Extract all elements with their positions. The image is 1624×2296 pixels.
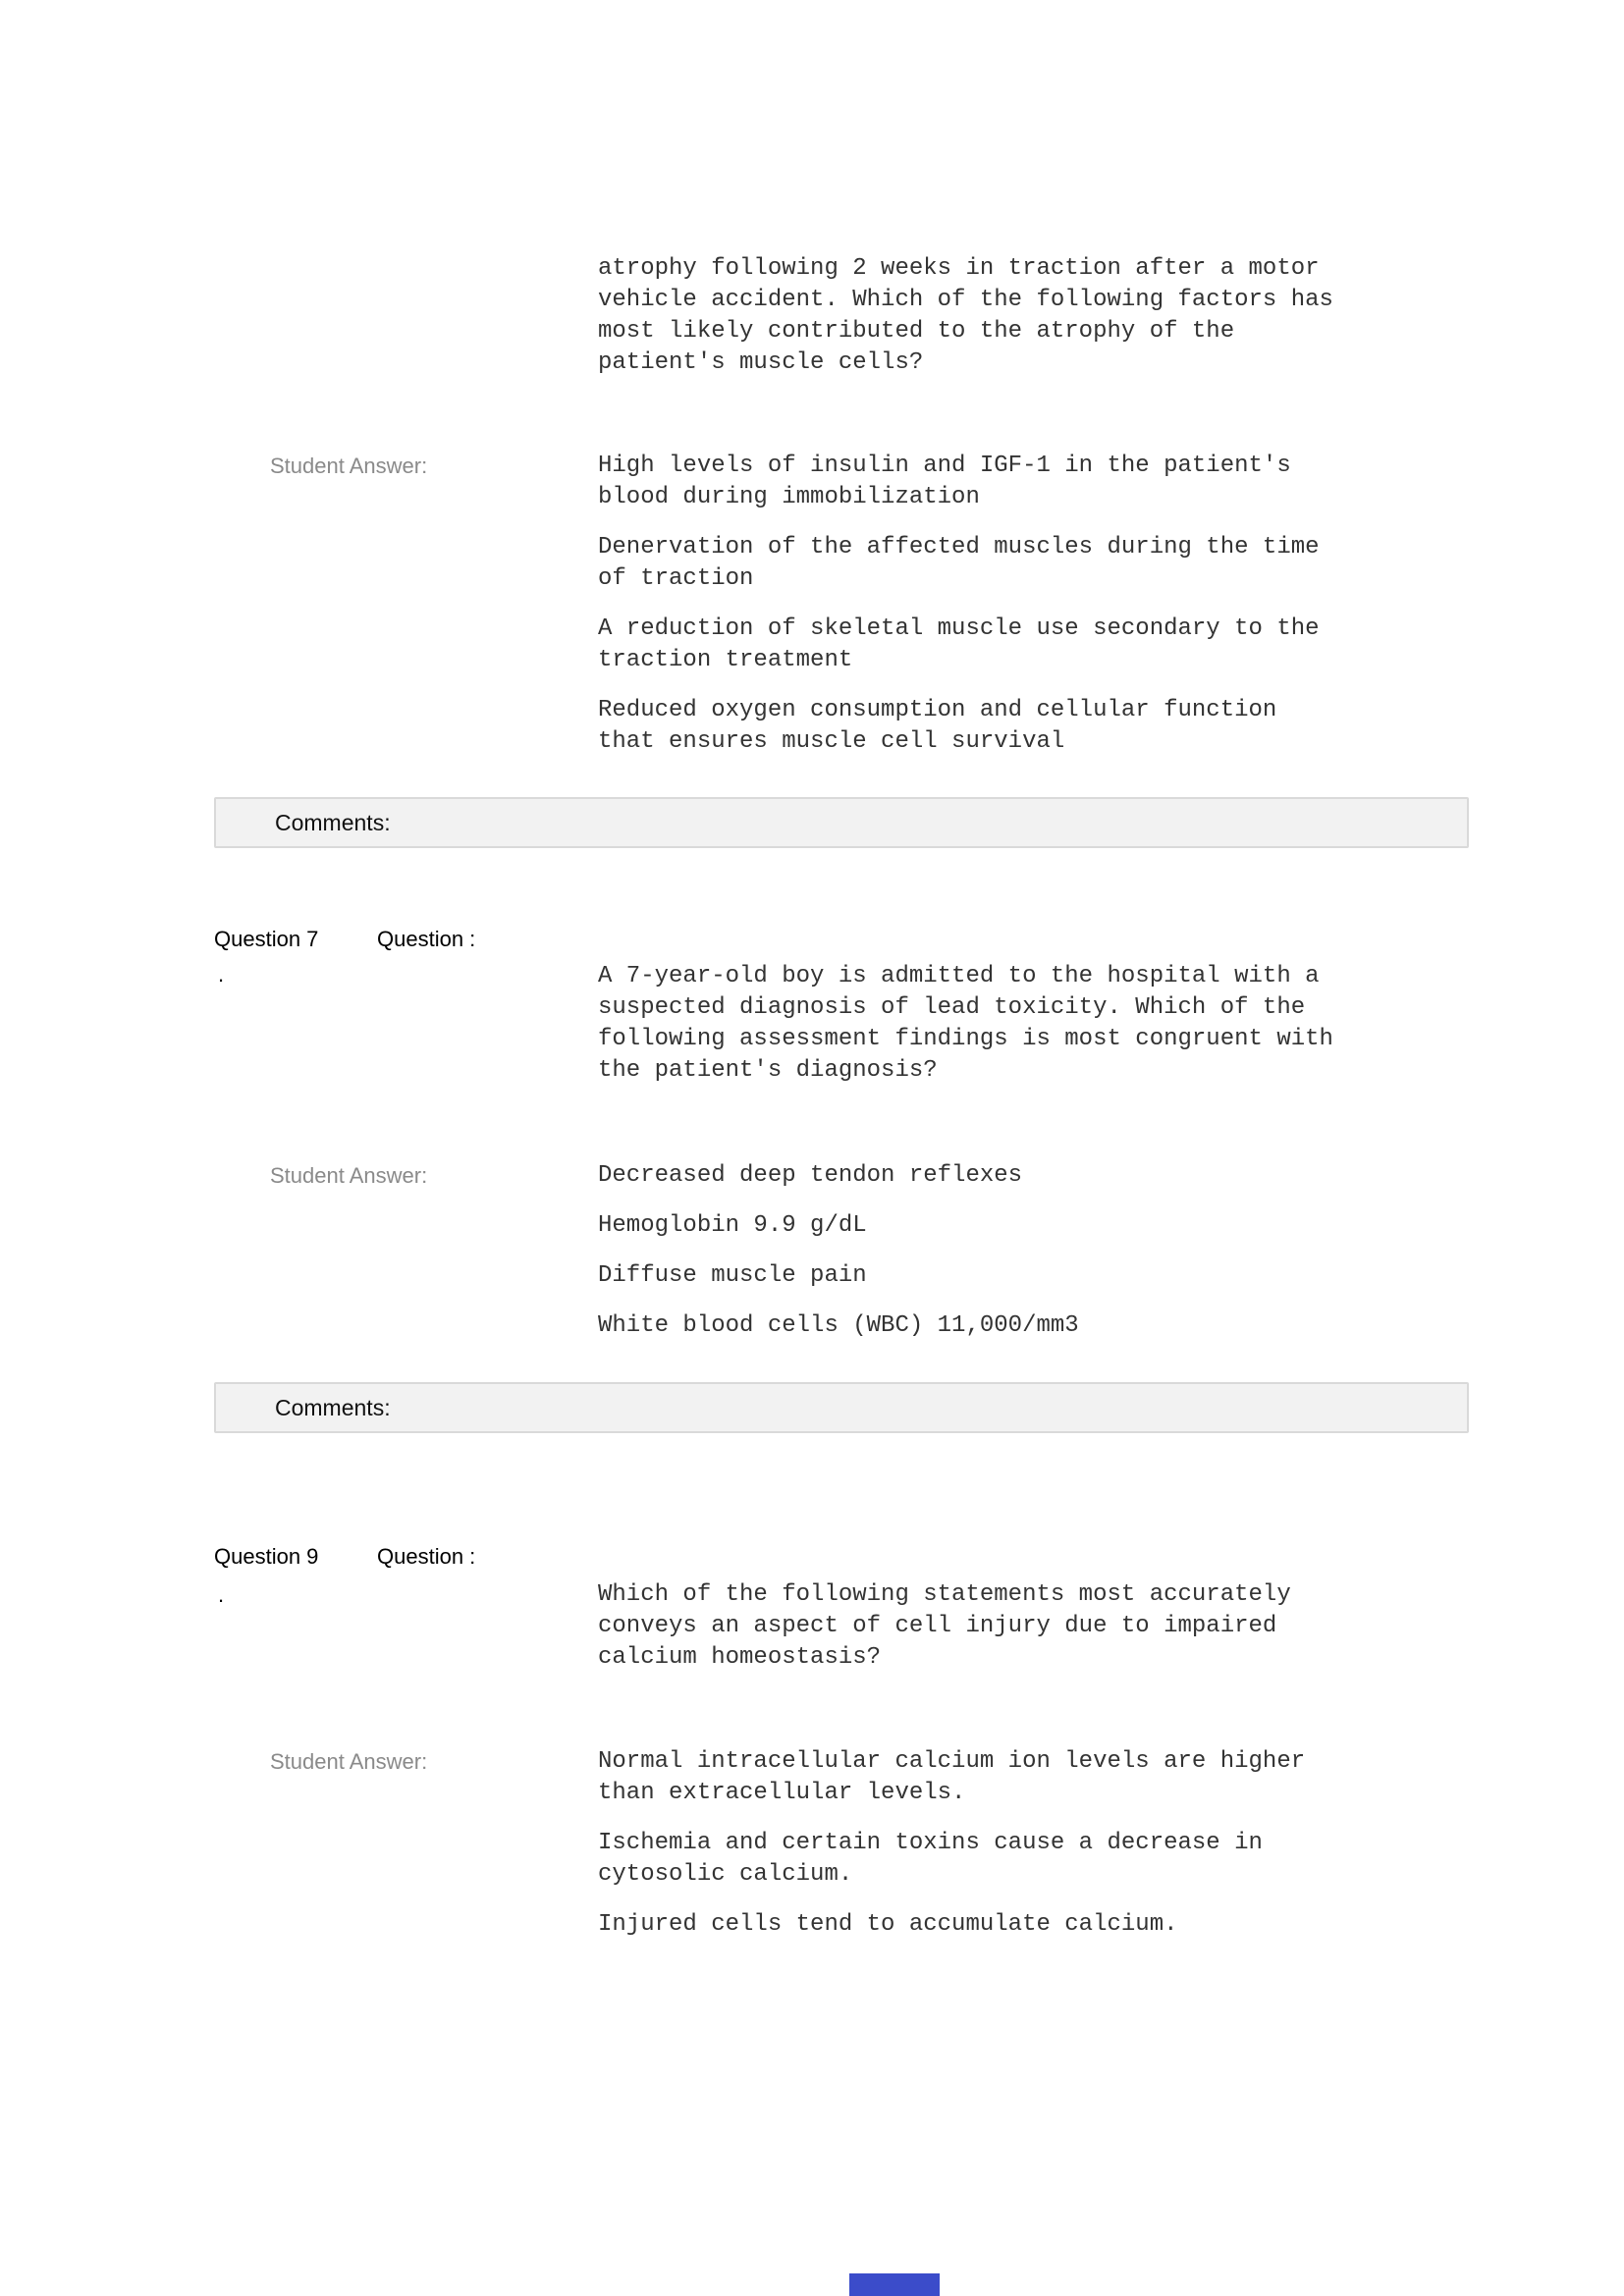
answer-option: Reduced oxygen consumption and cellular function that ensures muscle cell survival [598, 697, 1277, 755]
question-dot: . [218, 1582, 225, 1607]
comments-bar [214, 1382, 1469, 1433]
question-text: A 7-year-old boy is admitted to the hospital with a suspected diagnosis of lead toxicity. Which of the following assessment findings is most congruent with the patient's diagnosis? [598, 963, 1333, 1084]
student-answer-label: Student Answer: [270, 1163, 428, 1188]
student-answer-label: Student Answer: [270, 1749, 428, 1774]
student-answer-list [598, 451, 1336, 776]
student-answer-label: Student Answer: [270, 454, 428, 478]
answer-option: Decreased deep tendon reflexes [598, 1162, 1023, 1189]
answer-option: White blood cells (WBC) 11,000/mm3 [598, 1312, 1079, 1339]
question-header-label: Question : [377, 1544, 476, 1569]
student-answer-list [598, 1160, 1336, 1361]
comments-bar [214, 797, 1469, 848]
answer-option: Normal intracellular calcium ion levels are higher than extracellular levels. [598, 1748, 1306, 1806]
answer-option: Injured cells tend to accumulate calcium. [598, 1911, 1178, 1938]
answer-option: High levels of insulin and IGF-1 in the patient's blood during immobilization [598, 453, 1291, 510]
answer-option: Denervation of the affected muscles during the time of traction [598, 534, 1320, 592]
answer-option: Hemoglobin 9.9 g/dL [598, 1212, 867, 1239]
answer-option: A reduction of skeletal muscle use secondary to the traction treatment [598, 615, 1320, 673]
question-dot: . [218, 962, 225, 987]
question-header-label: Question : [377, 927, 476, 951]
question-text: Which of the following statements most accurately conveys an aspect of cell injury due to impaired calcium homeostasis? [598, 1581, 1291, 1671]
comments-label: Comments: [275, 1394, 391, 1420]
question-text: atrophy following 2 weeks in traction after a motor vehicle accident. Which of the following factors has most likely contributed to the atrophy of the patient's muscle cells? [598, 255, 1333, 376]
comments-label: Comments: [275, 809, 391, 835]
student-answer-list [598, 1746, 1336, 1959]
answer-option: Diffuse muscle pain [598, 1262, 867, 1289]
answer-option: Ischemia and certain toxins cause a decrease in cytosolic calcium. [598, 1830, 1263, 1888]
cutoff-highlight-element [849, 2273, 940, 2296]
question-number: Question 9 [214, 1544, 319, 1569]
question-number: Question 7 [214, 927, 319, 951]
